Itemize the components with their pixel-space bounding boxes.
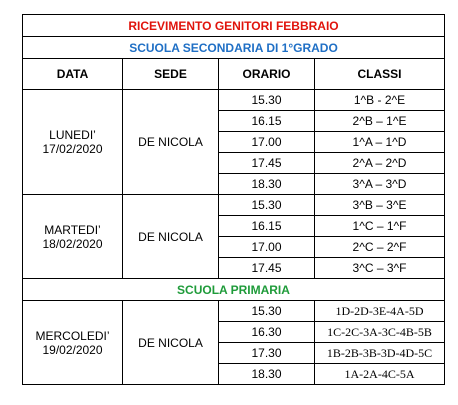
- day-name: MARTEDI’: [44, 222, 101, 237]
- section-primary-heading: SCUOLA PRIMARIA: [23, 279, 445, 301]
- classes-cell: 1^B - 2^E: [315, 90, 445, 111]
- time-cell: 15.30: [219, 195, 315, 216]
- document-title: RICEVIMENTO GENITORI FEBBRAIO: [23, 15, 445, 37]
- day-date: 17/02/2020: [42, 142, 103, 156]
- header-sede: SEDE: [123, 59, 219, 90]
- day-date: 19/02/2020: [42, 342, 103, 357]
- day-date: 18/02/2020: [42, 236, 103, 251]
- reception-schedule-table: [22, 14, 445, 385]
- time-cell: 16.30: [219, 322, 315, 343]
- classes-cell: 3^A – 3^D: [315, 174, 445, 195]
- section-secondary-heading: SCUOLA SECONDARIA DI 1°GRADO: [23, 37, 445, 59]
- classes-cell: 2^C – 2^F: [315, 237, 445, 258]
- classes-cell: 1^C – 1^F: [315, 216, 445, 237]
- time-cell: 17.00: [219, 237, 315, 258]
- time-cell: 15.30: [219, 301, 315, 322]
- time-cell: 15.30: [219, 90, 315, 111]
- time-cell: 17.45: [219, 153, 315, 174]
- header-orario: ORARIO: [219, 59, 315, 90]
- classes-cell: 1C-2C-3A-3C-4B-5B: [315, 322, 445, 343]
- classes-cell: 2^B – 1^E: [315, 111, 445, 132]
- day-cell-monday: [23, 90, 123, 195]
- sede-cell: DE NICOLA: [123, 301, 219, 385]
- classes-cell: 1A-2A-4C-5A: [315, 364, 445, 385]
- classes-cell: 1^A – 1^D: [315, 132, 445, 153]
- sede-cell: DE NICOLA: [123, 90, 219, 195]
- day-name: LUNEDI’: [49, 128, 96, 142]
- header-data: DATA: [23, 59, 123, 90]
- time-cell: 17.30: [219, 343, 315, 364]
- time-cell: 17.00: [219, 132, 315, 153]
- sede-cell: DE NICOLA: [123, 195, 219, 279]
- time-cell: 16.15: [219, 216, 315, 237]
- time-cell: 17.45: [219, 258, 315, 279]
- classes-cell: 3^C – 3^F: [315, 258, 445, 279]
- day-name: MERCOLEDI’: [35, 328, 110, 343]
- time-cell: 18.30: [219, 364, 315, 385]
- time-cell: 18.30: [219, 174, 315, 195]
- header-classi: CLASSI: [315, 59, 445, 90]
- time-cell: 16.15: [219, 111, 315, 132]
- classes-cell: 2^A – 2^D: [315, 153, 445, 174]
- classes-cell: 1B-2B-3B-3D-4D-5C: [315, 343, 445, 364]
- day-cell-wednesday: [23, 301, 123, 385]
- day-cell-tuesday: [23, 195, 123, 279]
- classes-cell: 1D-2D-3E-4A-5D: [315, 301, 445, 322]
- classes-cell: 3^B – 3^E: [315, 195, 445, 216]
